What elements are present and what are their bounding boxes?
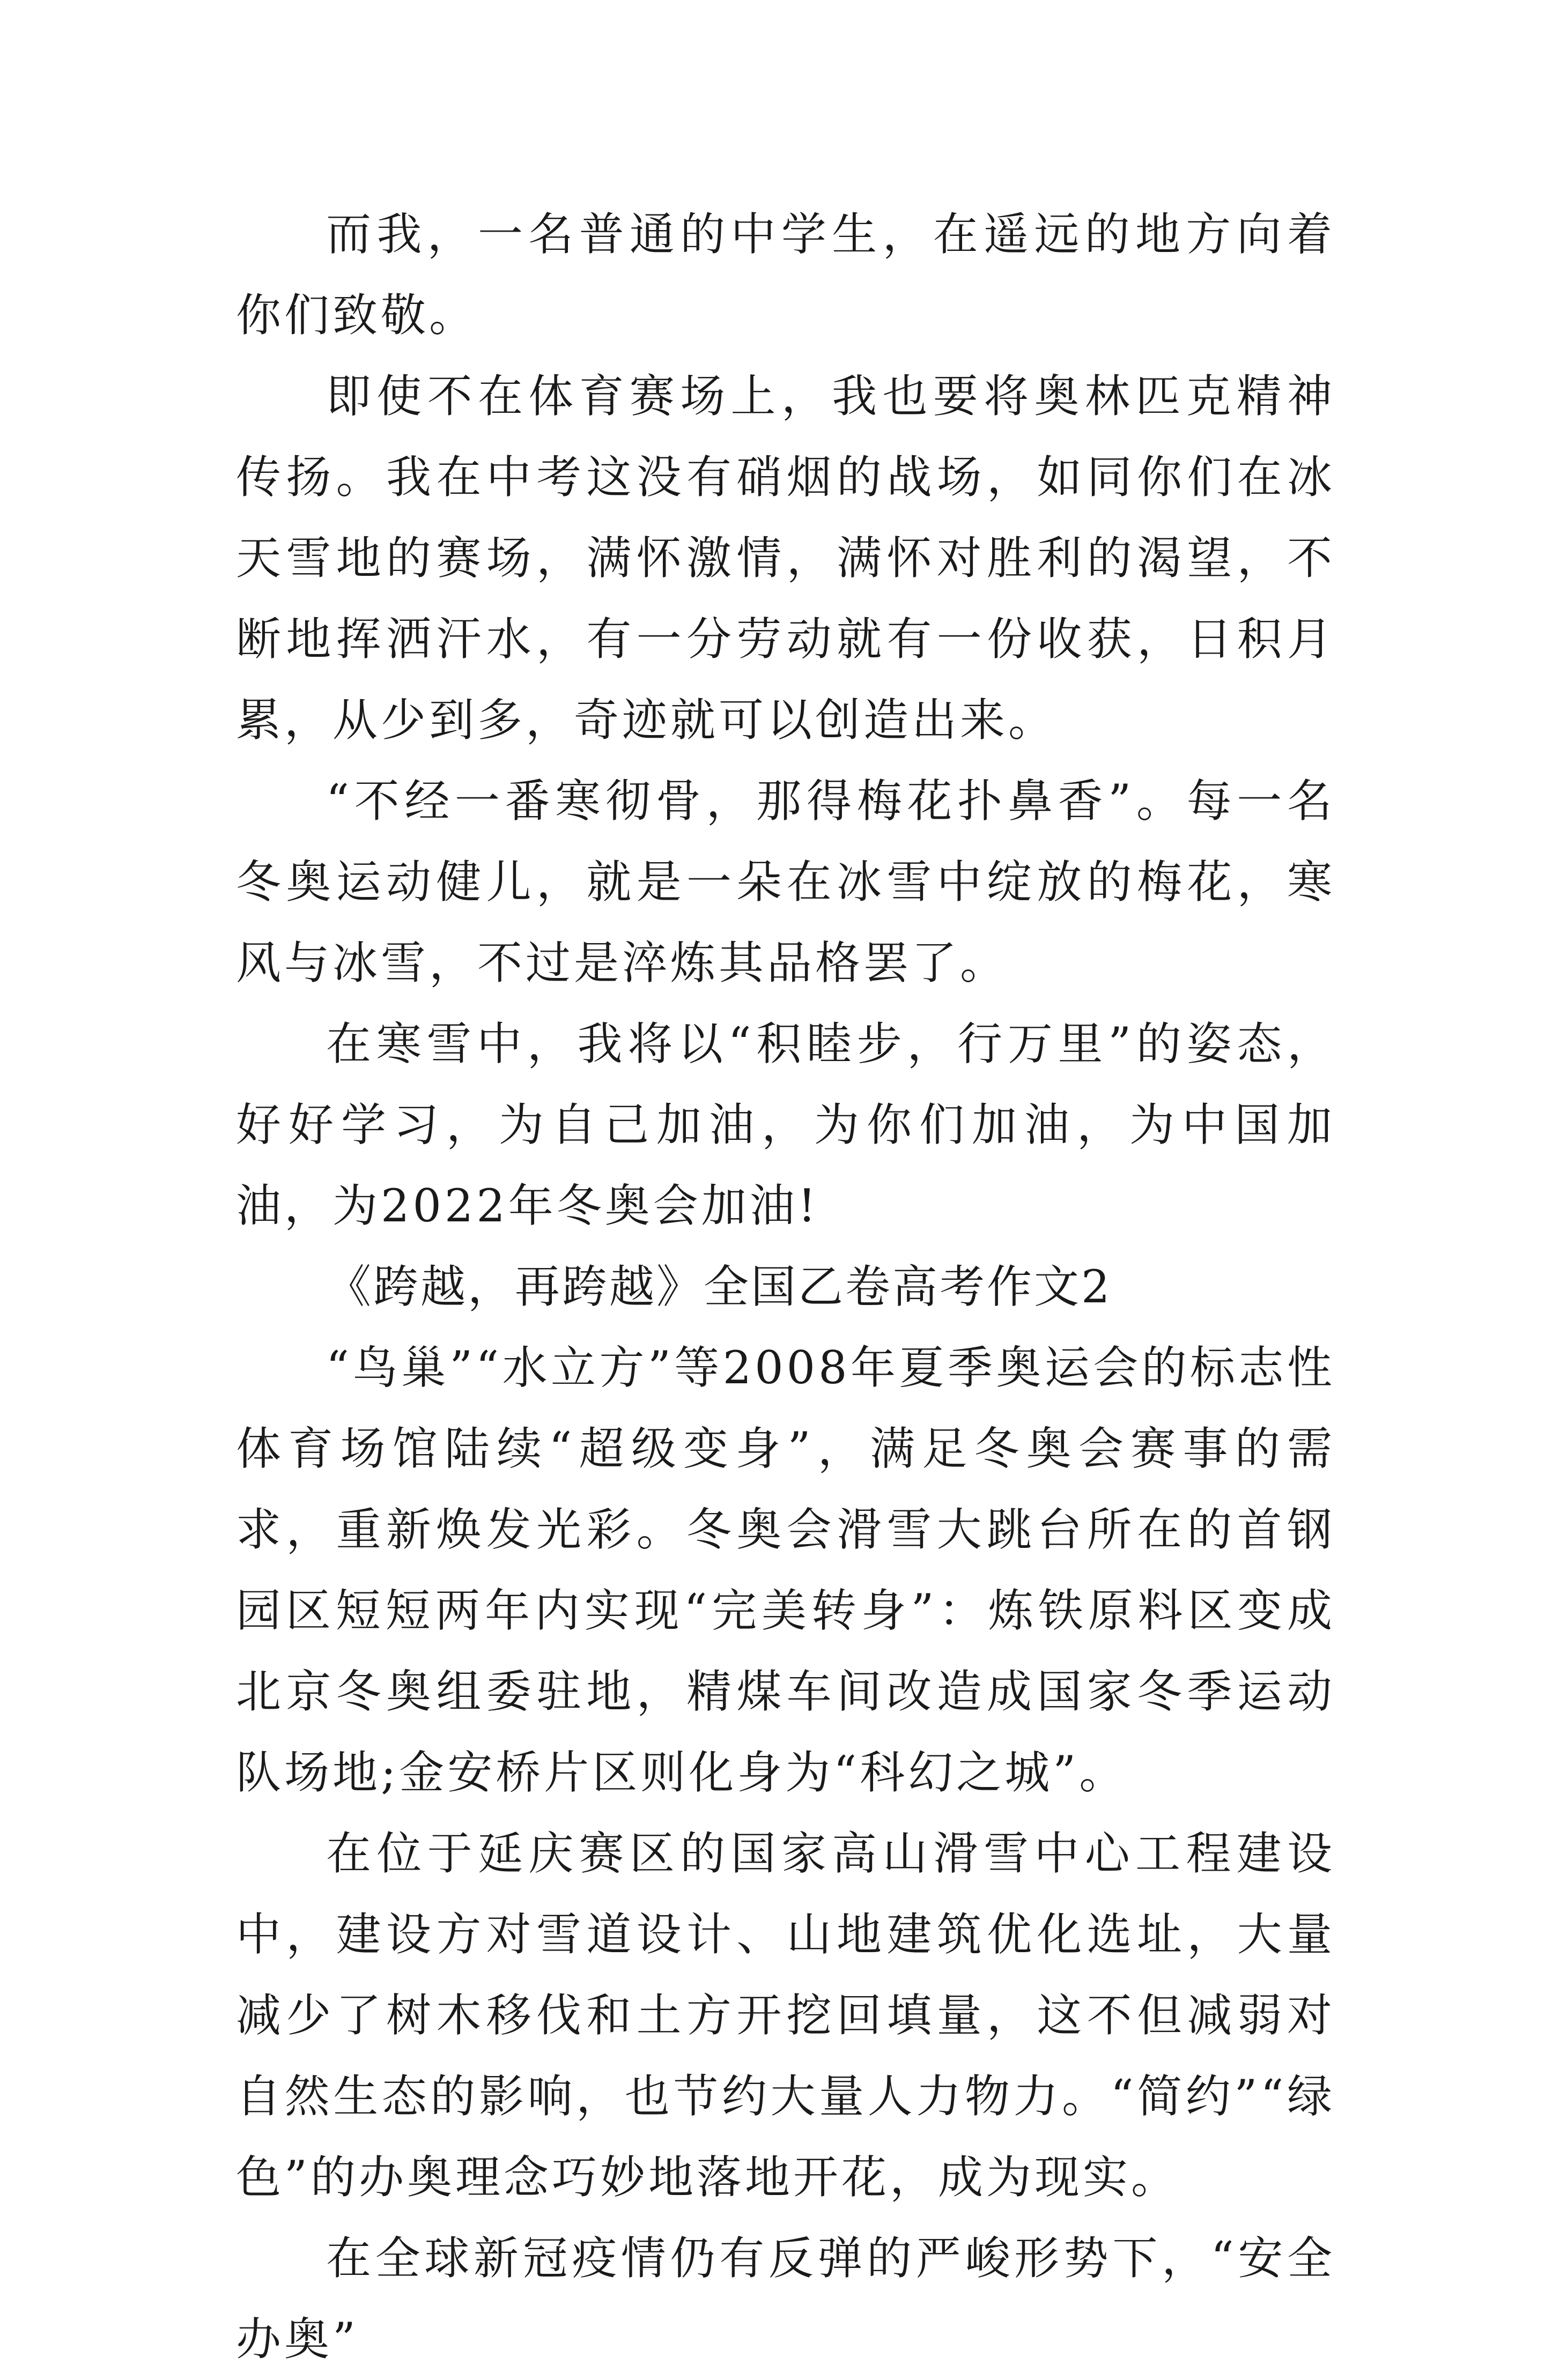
paragraph-cheer: 在寒雪中，我将以“积睦步，行万里”的姿态，好好学习，为自己加油，为你们加油，为中国加油，为2022年冬奥会加油! — [236, 1018, 1335, 1232]
paragraph-venues: “鸟巢”“水立方”等2008年夏季奥运会的标志性体育场馆陆续“超级变身”，满足冬奥会赛事的需求，重新焕发光彩。冬奥会滑雪大跳台所在的首钢园区短短两年内实现“完美转身”：炼铁原料区变成北京冬奥组委驻地，精煤车间改造成国家冬季运动队场地;金安桥片区则化身为“科幻之城”。 — [236, 1341, 1335, 1799]
paragraph-safety: 在全球新冠疫情仍有反弹的严峻形势下，“安全办奥” — [236, 2232, 1335, 2366]
document-body — [236, 194, 1335, 2380]
paragraph-olympic-spirit: 即使不在体育赛场上，我也要将奥林匹克精神传扬。我在中考这没有硝烟的战场，如同你们在冰天雪地的赛场，满怀激情，满怀对胜利的渴望，不断地挥洒汗水，有一分劳动就有一份收获，日积月累，从少到多，奇迹就可以创造出来。 — [236, 370, 1335, 746]
essay-title: 《跨越，再跨越》全国乙卷高考作文2 — [326, 1261, 1112, 1313]
paragraph-salute: 而我，一名普通的中学生，在遥远的地方向着你们致敬。 — [236, 208, 1335, 342]
paragraph-yanqing: 在位于延庆赛区的国家高山滑雪中心工程建设中，建设方对雪道设计、山地建筑优化选址，大量减少了树木移伐和土方开挖回填量，这不但减弱对自然生态的影响，也节约大量人力物力。“简约”“绿色”的办奥理念巧妙地落地开花，成为现实。 — [236, 1827, 1335, 2204]
paragraph-plum-blossom: “不经一番寒彻骨，那得梅花扑鼻香”。每一名冬奥运动健儿，就是一朵在冰雪中绽放的梅花，寒风与冰雪，不过是淬炼其品格罢了。 — [236, 775, 1335, 989]
